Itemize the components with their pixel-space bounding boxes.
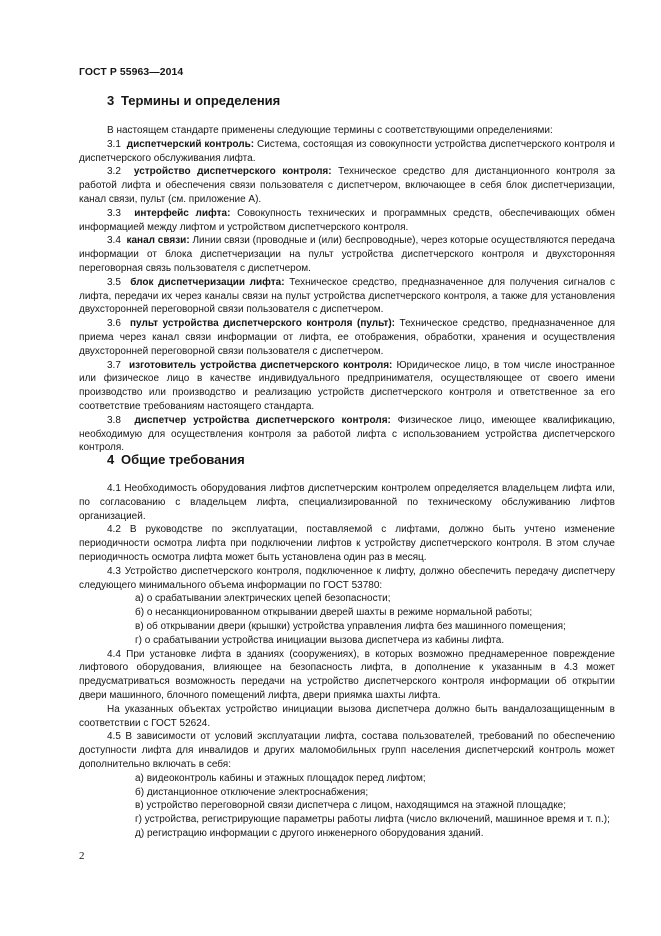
section-4-heading: [107, 452, 245, 467]
term-name: канал связи:: [126, 235, 190, 247]
term-name: интерфейс лифта:: [134, 207, 231, 219]
clause-4-1: 4.1 Необходимость оборудования лифтов диспетчерским контролем определяется владельцем лифта или, по согласованию с владельцем лифта, специализированной по техническому обслуживанию лифтов организацией.: [79, 483, 615, 522]
term-name: изготовитель устройства диспетчерского контроля:: [128, 359, 393, 371]
list-item-4-5-b: б) дистанционное отключение электроснабжения;: [135, 786, 369, 798]
clause-4-2: 4.2 В руководстве по эксплуатации, поставляемой с лифтами, должно быть учтено изменение периодичности осмотра лифта при подключении лифтов к устройству диспетчерского контроля. В этом случае периодичность осмотра лифта может быть установлена один раз в месяц.: [79, 524, 615, 563]
section-3-heading: [107, 93, 280, 108]
term-name: блок диспетчеризации лифта:: [130, 276, 285, 288]
section-4-number: 4: [107, 452, 115, 467]
term-3-5: 3.5 блок диспетчеризации лифта: Техническое средство, предназначенное для получения сигналов с лифта, передачи их через каналы связи на пульт устройства диспетчерского контроля, а также для установления двухсторонней переговорной связи пользователя с диспетчером.: [79, 276, 616, 316]
list-item-4-3-b: б) о несанкционированном открывании дверей шахты в режиме нормальной работы;: [135, 607, 533, 619]
clause-4-4: 4.4 При установке лифта в зданиях (сооружениях), в которых возможно преднамеренное повреждение лифтового оборудования, влияющее на безопасность лифта, в дополнение к указанным в 4.3 может предусматриваться возможность передачи на устройство диспетчерского контроля информации об открытии двери машинного, блочного помещений лифта, двери приямка шахты лифта.: [79, 648, 615, 701]
term-name: устройство диспетчерского контроля:: [133, 166, 332, 178]
section-3-title: Термины и определения: [121, 93, 281, 108]
term-name: пульт устройства диспетчерского контроля (пульт):: [130, 318, 395, 330]
section-3-intro: В настоящем стандарте применены следующие термины с соответствующими определениями:: [107, 125, 553, 136]
clause-4-4-note: На указанных объектах устройство инициации вызова диспетчера должно быть вандалозащищенным в соответствии с ГОСТ 52624.: [79, 703, 615, 729]
term-3-1: 3.1 диспетчерский контроль: Система, состоящая из совокупности устройства диспетчерского контроля и диспетчерского обслуживания лифта.: [79, 138, 615, 164]
clause-4-5: 4.5 В зависимости от условий эксплуатации лифта, состава пользователей, требований по обеспечению доступности лифта для инвалидов и других маломобильных групп населения диспетчерский контроль может дополнительно включать в себя:: [79, 731, 615, 770]
term-3-8: 3.8 диспетчер устройства диспетчерского контроля: Физическое лицо, имеющее квалификацию, необходимую для осуществления контроля за работой лифта с использованием устройства диспетчерского контроля.: [79, 414, 615, 454]
list-item-4-3-c: в) об открывании двери (крышки) устройства управления лифта без машинного помещения;: [135, 620, 566, 632]
list-item-4-3-d: г) о срабатывании устройства инициации вызова диспетчера из кабины лифта.: [135, 634, 505, 646]
term-name: диспетчерский контроль:: [126, 138, 255, 150]
page-number: 2: [79, 850, 85, 862]
list-item-4-5-a: а) видеоконтроль кабины и этажных площадок перед лифтом;: [135, 772, 426, 784]
list-item-4-5-e: д) регистрацию информации с другого инженерного оборудования зданий.: [135, 827, 484, 839]
term-3-7: 3.7 изготовитель устройства диспетчерского контроля: Юридическое лицо, в том числе иностранное или физическое лицо в качестве индивидуального предпринимателя, осуществляющее от своего имени производство или производство и реализацию устройств диспетчерского контроля и ответственное за его соответствие требованиям настоящего стандарта.: [79, 359, 615, 412]
section-3-body: [79, 124, 615, 455]
document-header: ГОСТ Р 55963—2014: [79, 67, 184, 78]
term-3-4: 3.4 канал связи: Линии связи (проводные и (или) беспроводные), через которые осуществляются передача информации от блока диспетчеризации на пульт устройства диспетчерского контроля и двухсторонняя переговорная связь пользователя с диспетчером.: [79, 235, 615, 274]
term-3-3: 3.3 интерфейс лифта: Совокупность технических и программных средств, обеспечивающих обмен информацией между лифтом и устройством диспетчерского контроля.: [79, 207, 615, 233]
list-item-4-3-a: а) о срабатывании электрических цепей безопасности;: [135, 593, 391, 605]
term-name: диспетчер устройства диспетчерского контроля:: [134, 414, 391, 426]
section-3-number: 3: [107, 93, 115, 108]
section-4-body: [79, 482, 615, 841]
list-item-4-5-d: г) устройства, регистрирующие параметры работы лифта (число включений, машинное время и т. п.);: [135, 814, 610, 826]
term-3-2: 3.2 устройство диспетчерского контроля: Техническое средство для дистанционного контроля за работой лифта и обеспечения связи пользователя с диспетчером, включающее в себя блок диспетчеризации, канал связи, пульт (см. приложение А).: [79, 166, 616, 205]
term-3-6: 3.6 пульт устройства диспетчерского контроля (пульт): Техническое средство, предназначенное для приема через канал связи информации от лифта, ее отображения, обработки, хранения и осуществления двухсторонней переговорной связи пользователя с диспетчером.: [79, 318, 615, 357]
list-item-4-5-c: в) устройство переговорной связи диспетчера с лицом, находящимся на этажной площадке;: [135, 800, 567, 812]
clause-4-3: 4.3 Устройство диспетчерского контроля, подключенное к лифту, должно обеспечить передачу диспетчеру следующего минимального объема информации по ГОСТ 53780:: [79, 565, 615, 591]
section-4-title: Общие требования: [121, 452, 245, 467]
